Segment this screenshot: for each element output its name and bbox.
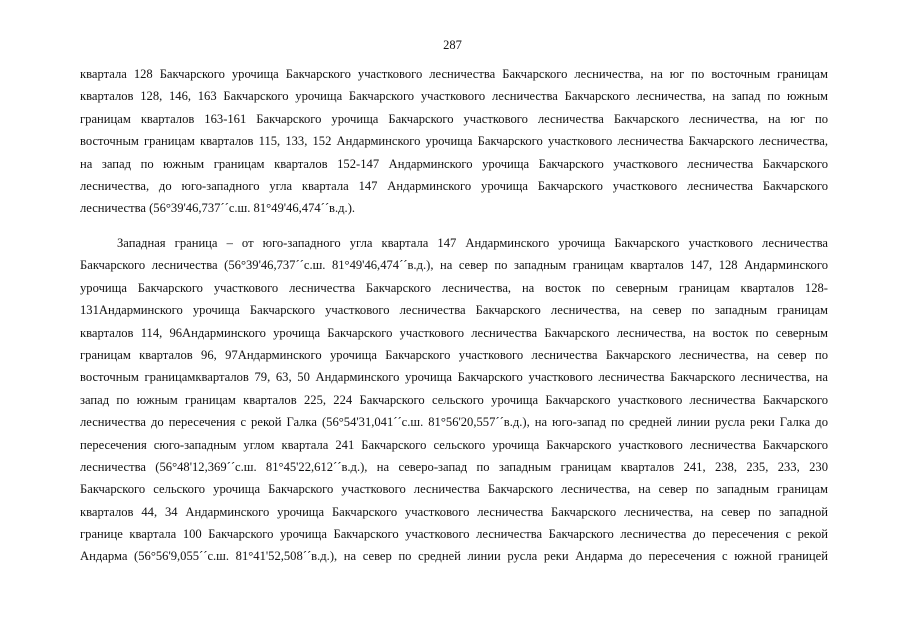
text-line: запад по южным границам кварталов 225, 224 Бакчарского сельского урочища Бакчарского участкового лесничества Бакчарского [80,392,828,407]
text-line: границам кварталов 96, 97Андарминского урочища Бакчарского участкового лесничества Бакчарского лесничества, на север по [80,347,828,362]
text-line: Андарма (56°56'9,055´´с.ш. 81°41'52,508´´в.д.), на север по средней линии русла реки Андарма до пересечения с южной границей [80,549,828,564]
text-line: квартала 128 Бакчарского урочища Бакчарского участкового лесничества Бакчарского лесничества, на юг по восточным границам [80,67,828,81]
text-line: восточным границам кварталов 115, 133, 152 Андарминского урочища Бакчарского участкового лесничества Бакчарского лесничества, [80,134,828,149]
text-line: границам кварталов 163-161 Бакчарского урочища Бакчарского участкового лесничества Бакчарского лесничества, на юг по [80,111,828,126]
text-line: лесничества, до юго-западного угла квартала 147 Андарминского урочища Бакчарского участкового лесничества Бакчарского [80,178,828,193]
text-line: кварталов 114, 96Андарминского урочища Бакчарского участкового лесничества Бакчарского лесничества, на восток по северным [80,325,828,340]
text-line: восточным границамкварталов 79, 63, 50 Андарминского урочища Бакчарского участкового лесничества Бакчарского лесничества, на [80,370,828,385]
text-line: 131Андарминского урочища Бакчарского участкового лесничества Бакчарского лесничества, на север по западным границам [80,303,828,318]
text-line: границе квартала 100 Бакчарского урочища Бакчарского участкового лесничества Бакчарского лесничества до пересечения с рекой [80,527,828,542]
text-line: кварталов 128, 146, 163 Бакчарского урочища Бакчарского участкового лесничества Бакчарского лесничества, на запад по южным [80,89,828,104]
text-line: лесничества (56°39'46,737´´с.ш. 81°49'46,474´´в.д.). [80,201,356,216]
paragraph-west-boundary [80,232,828,568]
text-line: Бакчарского лесничества (56°39'46,737´´с.ш. 81°49'46,474´´в.д.), на север по западным границам кварталов 147, 128 Андарминского [80,258,828,273]
text-line: лесничества до пересечения с рекой Галка (56°54'31,041´´с.ш. 81°56'20,557´´в.д.), на юго-запад по средней линии русла реки Галка до [80,415,828,430]
text-line: урочища Бакчарского участкового лесничества Бакчарского лесничества, на восток по северным границам кварталов 128- [80,280,828,295]
text-line: Бакчарского сельского урочища Бакчарского участкового лесничества Бакчарского лесничества, на север по западным границам [80,482,828,497]
paragraph-east-boundary-end [80,63,828,220]
text-line: лесничества (56°48'12,369´´с.ш. 81°45'22,612´´в.д.), на северо-запад по западным границам кварталов 241, 238, 235, 233, 230 [80,459,828,474]
text-line: на запад по южным границам кварталов 152-147 Андарминского урочища Бакчарского участкового лесничества Бакчарского [80,156,828,171]
text-line: кварталов 44, 34 Андарминского урочища Бакчарского участкового лесничества Бакчарского лесничества, на север по западной [80,504,828,519]
text-line: Западная граница – от юго-западного угла квартала 147 Андарминского урочища Бакчарского участкового лесничества [117,236,828,250]
text-line: пересечения сюго-западным углом квартала 241 Бакчарского сельского урочища Бакчарского участкового лесничества Бакчарского [80,437,828,452]
page-number: 287 [443,38,462,52]
